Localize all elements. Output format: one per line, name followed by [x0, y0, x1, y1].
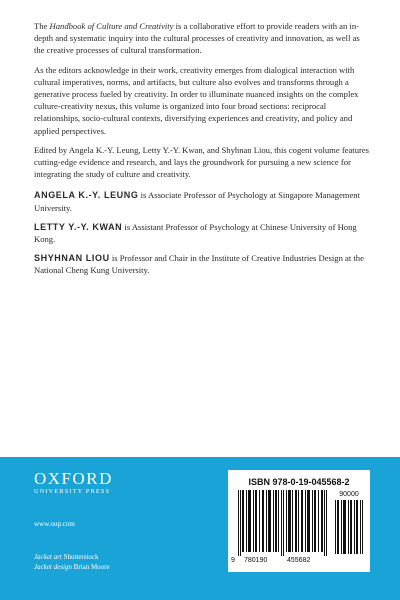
barcode-digit-group-2: 455682 [287, 557, 311, 564]
logo-university-press: UNIVERSITY PRESS [34, 488, 111, 495]
bio-name: ANGELA K.-Y. LEUNG [34, 190, 139, 201]
description-paragraph-2: As the editors acknowledge in their work, creativity emerges from dialogical interaction with cultural imperatives, norms, and artifacts, but culture also evolves and transforms through a generative process fueled by creativity. In order to illuminate nuanced insights on the complex culture-creativity nexus, this volume is organized into four broad sections: reciprocal relationships, socio-cultural contexts, diversifying experiences and creativity, and policy and applied perspectives. [34, 64, 359, 136]
jacket-design-value: Brian Moore [73, 563, 110, 571]
jacket-art-value: Shutterstock [63, 553, 99, 561]
description-intro: The [34, 21, 50, 31]
bio-shyhnan-liou [34, 252, 370, 276]
jacket-design-label: Jacket design [34, 563, 72, 571]
price-addon-digits: 90000 [339, 491, 359, 498]
bio-text: is Assistant Professor of Psychology at Chinese University of Hong Kong. [34, 221, 357, 245]
back-cover-text [34, 20, 370, 284]
bio-name: LETTY Y.-Y. KWAN [34, 221, 123, 232]
bio-angela-leung [34, 189, 370, 213]
jacket-art-credit [34, 552, 110, 562]
oxford-logo [34, 470, 113, 496]
description-paragraph-3: Edited by Angela K.-Y. Leung, Letty Y.-Y. Kwan, and Shyhnan Liou, this cogent volume features cutting-edge evidence and research, and lays the groundwork for pursuing a new science for integrating the study of culture and creativity. [34, 144, 370, 180]
jacket-credits [34, 552, 110, 572]
bio-text: is Associate Professor of Psychology at Singapore Management University. [34, 190, 360, 213]
isbn-number: ISBN 978-0-19-045568-2 [248, 477, 350, 487]
bio-name: SHYHNAN LIOU [34, 253, 110, 264]
description-continuation: is a collaborative effort to provide readers with an in-depth and systematic inquiry into the cultural processes of creativity and innovation, as well as the creative processes of cultural transformation. [34, 21, 360, 56]
ean-barcode-bars [236, 490, 332, 556]
publisher-website: www.oup.com [34, 520, 75, 528]
description-paragraph-1 [34, 20, 370, 57]
jacket-design-credit [34, 562, 110, 572]
barcode-digit-group-1: 780190 [244, 557, 268, 564]
jacket-art-label: Jacket art [34, 553, 62, 561]
bio-letty-kwan [34, 221, 370, 245]
book-title: Handbook of Culture and Creativity [49, 21, 174, 31]
bio-text: is Professor and Chair in the Institute of Creative Industries Design at the National Cheng Kung University. [34, 253, 364, 276]
price-addon-bars [334, 500, 364, 554]
isbn-barcode [228, 470, 370, 572]
barcode-digit-first: 9 [231, 557, 235, 564]
logo-oxford: OXFORD [34, 469, 113, 488]
